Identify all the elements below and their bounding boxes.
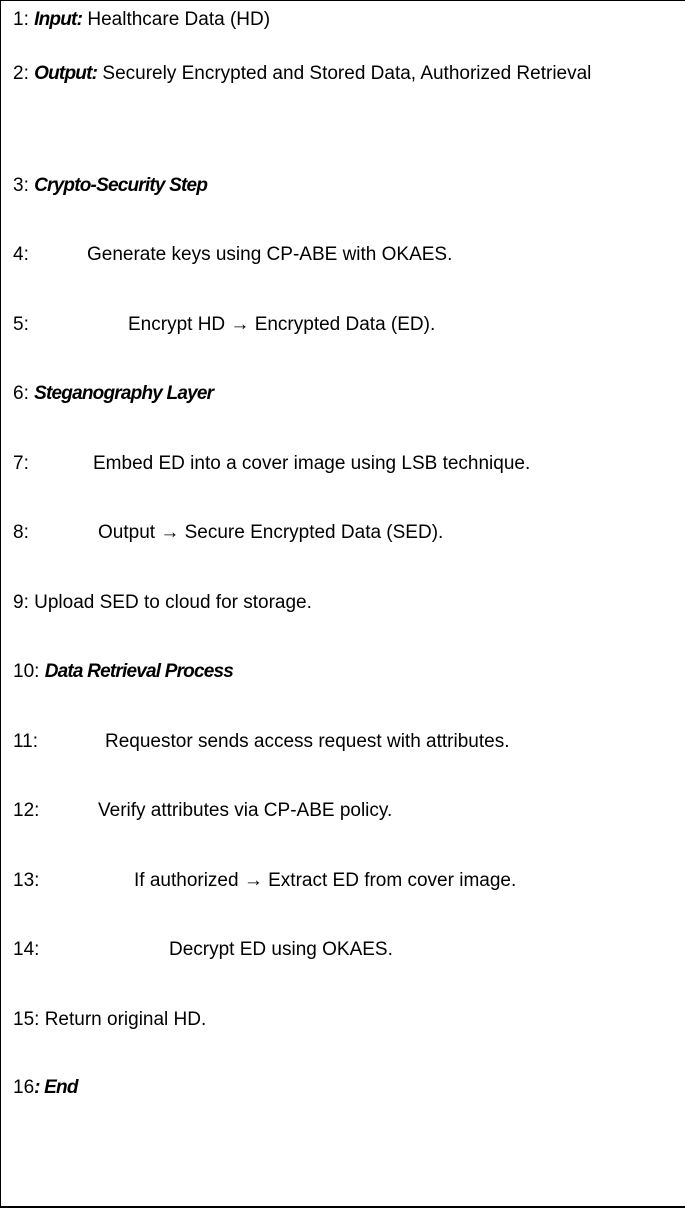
line-number: 3: [13,175,29,196]
line-text: Decrypt ED using OKAES. [169,939,393,960]
line-number: 8: [13,522,29,543]
line-number: 16 [13,1077,35,1098]
line-number: 13: [13,870,40,891]
line-text: Embed ED into a cover image using LSB technique. [93,453,531,474]
algorithm-line-5 [13,314,673,336]
algorithm-line-1 [13,9,270,31]
algorithm-line-9 [13,592,312,614]
line-number: 2: [13,63,29,84]
line-number: 14: [13,939,40,960]
line-number: 4: [13,244,29,265]
line-number: 5: [13,314,29,335]
algorithm-line-12 [13,800,673,822]
line-number: 12: [13,800,40,821]
algorithm-line-14 [13,939,673,961]
line-keyword: Input: [34,9,83,30]
line-keyword: Crypto-Security Step [34,175,208,196]
algorithm-line-8 [13,522,673,544]
line-number: 10: [13,661,40,682]
line-number: 7: [13,453,29,474]
line-number: 11: [13,731,39,752]
line-text: Encrypt HD → Encrypted Data (ED). [128,314,436,335]
line-keyword: Steganography Layer [34,383,214,404]
line-number: 9: [13,592,29,613]
algorithm-line-10 [13,661,233,683]
line-text: Output → Secure Encrypted Data (SED). [98,522,444,543]
line-keyword: Output: [34,63,98,84]
algorithm-line-13 [13,870,673,892]
algorithm-line-7 [13,453,673,475]
line-number: 1: [13,9,29,30]
line-keyword: Data Retrieval Process [44,661,234,682]
algorithm-line-4 [13,244,673,266]
line-text: Securely Encrypted and Stored Data, Authorized Retrieval [102,63,592,84]
line-text: Generate keys using CP-ABE with OKAES. [87,244,453,265]
algorithm-line-2 [13,63,591,85]
line-text: Upload SED to cloud for storage. [34,592,312,613]
algorithm-line-11 [13,731,673,753]
algorithm-line-3 [13,175,207,197]
line-text: Verify attributes via CP-ABE policy. [98,800,393,821]
line-keyword: : End [34,1077,78,1098]
line-number: 6: [13,383,29,404]
line-text: Healthcare Data (HD) [87,9,271,30]
line-text: If authorized → Extract ED from cover image. [134,870,517,891]
line-number: 15: [13,1009,40,1030]
left-border [0,0,1,1208]
algorithm-line-16 [13,1077,78,1099]
line-text: Return original HD. [44,1009,207,1030]
algorithm-line-15 [13,1009,206,1031]
algorithm-line-6 [13,383,213,405]
line-text: Requestor sends access request with attributes. [105,731,510,752]
